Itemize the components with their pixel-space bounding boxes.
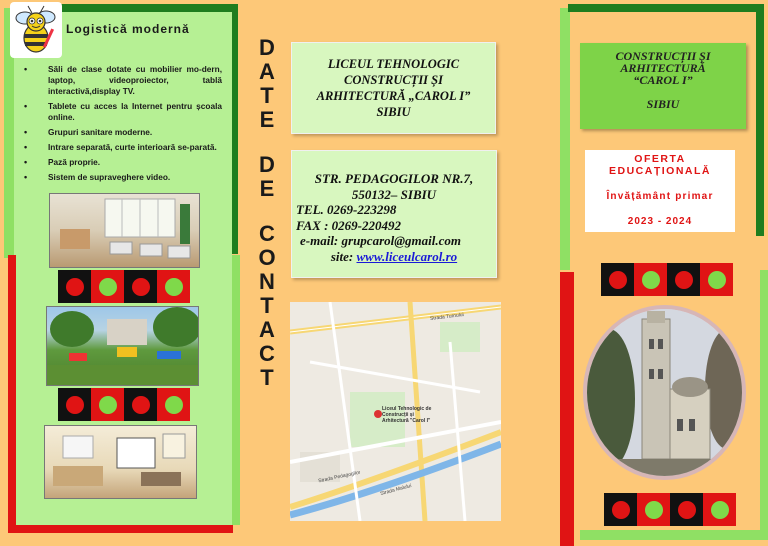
list-item: • Intrare separată, curte interioară se-parată. [22,142,222,153]
cover-title-city: SIBIU [646,97,680,111]
border-light-green-bottom [580,530,768,540]
list-item: • Grupuri sanitare moderne. [22,127,222,138]
facilities-list [22,64,222,187]
address-street: STR. PEDAGOGILOR NR.7, [314,171,474,186]
border-light-green-left [560,8,570,270]
list-item: • Tablete cu acces la Internet pentru școala online. [22,101,222,123]
map-street-label: Strada Malului [379,482,413,498]
map-street-label: Strada Pedagogilor [317,469,361,485]
left-panel [0,0,245,546]
decorative-dots-strip [58,270,190,303]
school-name-line: CONSTRUCȚII ȘI [344,73,443,87]
schoolyard-photo [46,306,199,386]
vertical-title-contact-data [256,36,278,411]
map-school-label: Liceul Tehnologic de Construcții și Arhitectură "Carol I" [382,406,432,424]
address-city: 550132– SIBIU [351,186,437,202]
offer-title: OFERTA EDUCAȚIONALĂ [609,153,711,177]
email-address: e-mail: grupcarol@gmail.com [300,233,462,248]
website-line [292,249,496,265]
educational-offer-box [585,150,735,232]
fax-number: FAX : 0269-220492 [296,217,401,233]
school-name-line: SIBIU [376,105,411,119]
bee-mascot-icon [10,2,62,58]
contact-box [291,150,497,278]
border-dark-green-top [568,4,764,12]
border-red-left [560,272,574,546]
list-item: • Săli de clase dotate cu mobilier mo-dern, laptop, videoproiector, tablă interactivă,display TV. [22,64,222,97]
lab-photo [44,425,197,499]
decorative-dots-strip [601,263,733,296]
website-link[interactable]: www.liceulcarol.ro [356,248,458,264]
school-name-line: LICEUL TEHNOLOGIC [327,57,460,71]
decorative-dots-strip [604,493,736,526]
word-date: D A T E [259,35,275,132]
school-name-line: ARHITECTURĂ „CAROL I” [316,89,471,103]
border-dark-green-right [756,4,764,236]
offer-year: 2023 - 2024 [627,216,693,227]
decorative-dots-strip [58,388,190,421]
border-light-green-right [232,255,240,525]
school-name-box [291,42,496,134]
list-item: • Pază proprie. [22,157,222,168]
border-red-left [8,255,16,533]
website-label: site: [330,248,357,264]
offer-level: Învățământ primar [606,191,714,202]
word-de: D E [259,152,275,201]
cover-title-line: CONSTRUCȚII ȘI [615,49,711,63]
location-map [290,302,501,521]
cover-title-line: ARHITECTURĂ [620,61,706,75]
list-item: • Sistem de supraveghere video. [22,172,222,183]
cover-title-box [580,43,746,129]
border-red-bottom [8,525,233,533]
border-light-green-right [760,270,768,530]
phone-number: TEL. 0269-223298 [296,202,397,217]
map-street-label: Strada Turnului [429,311,465,323]
classroom-photo [49,193,200,268]
word-contact: C O N T A C T [258,221,276,390]
left-panel-title: Logistică modernă [66,22,190,36]
school-building-photo [583,305,746,480]
cover-title-line: “CAROL I” [633,73,693,87]
